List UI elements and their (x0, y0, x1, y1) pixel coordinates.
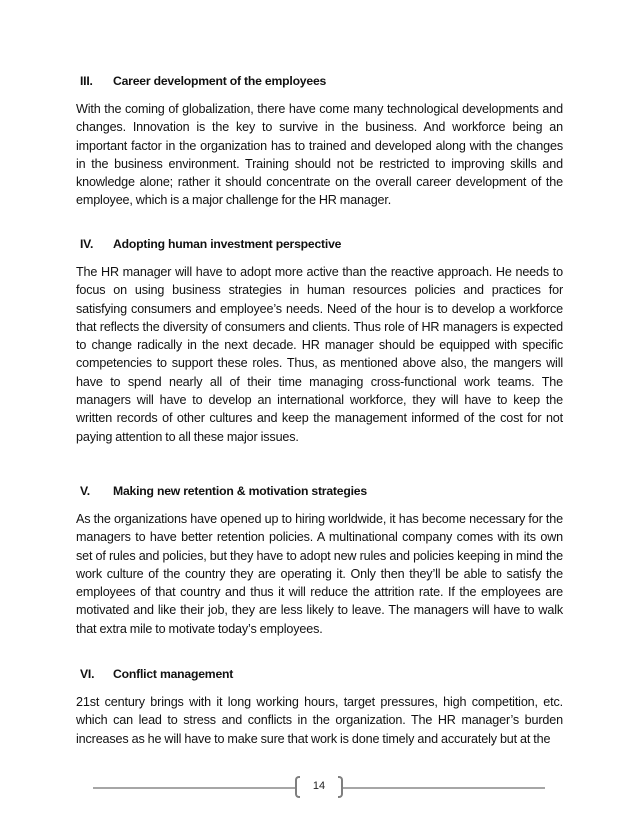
section-paragraph: The HR manager will have to adopt more active than the reactive approach. He needs to focus on using business strategies in human resources policies and practices for satisfying consumers and employee’s needs. Need of the hour is to develop a workforce that reflects the diversity of consumers and clients. Thus role of HR managers is expected to change radically in the next decade. HR manager should be equipped with specific competencies to support these roles. Thus, as mentioned above also, the mangers will have to spend nearly all of their time managing cross-functional work teams. The managers will have to develop an international workforce, they will have to keep the written records of other cultures and keep the management informed of the cost for not paying attention to all these major issues. (76, 265, 563, 444)
section-career-development (76, 74, 563, 210)
section-number: IV. (80, 237, 94, 251)
page-number: 14 (312, 780, 326, 792)
footer-rule-left (93, 787, 296, 789)
section-heading (76, 237, 563, 255)
section-paragraph: 21st century brings with it long working hours, target pressures, high competition, etc. which can lead to stress and conflicts in the organization. The HR manager’s burden increases as he will have to make sure that work is done timely and accurately but at the (76, 695, 563, 746)
section-heading (76, 74, 563, 92)
section-title: Conflict management (113, 667, 234, 681)
section-heading (76, 667, 563, 685)
section-title: Career development of the employees (113, 74, 327, 88)
section-number: VI. (80, 667, 95, 681)
section-number: V. (80, 484, 90, 498)
section-title: Adopting human investment perspective (113, 237, 342, 251)
section-retention-motivation (76, 484, 563, 638)
section-human-investment (76, 237, 563, 446)
section-heading (76, 484, 563, 502)
section-title: Making new retention & motivation strategies (113, 484, 367, 498)
section-conflict-management (76, 667, 563, 748)
footer-rule-right (343, 787, 545, 789)
page-footer (93, 776, 545, 800)
section-paragraph: With the coming of globalization, there have come many technological developments and changes. Innovation is the key to survive in the business. And workforce being an important factor in the organization has to trained and developed along with the changes in the business environment. Training should not be restricted to improving skills and knowledge alone; rather it should concentrate on the overall career development of the employee, which is a major challenge for the HR manager. (76, 102, 563, 208)
section-paragraph: As the organizations have opened up to hiring worldwide, it has become necessary for the managers to have better retention policies. A multinational company comes with its own set of rules and policies, but they have to adopt new rules and policies keeping in mind the work culture of the country they are operating it. Only then they’ll be able to satisfy the employees of that country and thus it will reduce the attrition rate. If the employees are motivated and like their job, they are less likely to leave. The managers will have to walk that extra mile to motivate today’s employees. (76, 512, 563, 636)
section-number: III. (80, 74, 93, 88)
